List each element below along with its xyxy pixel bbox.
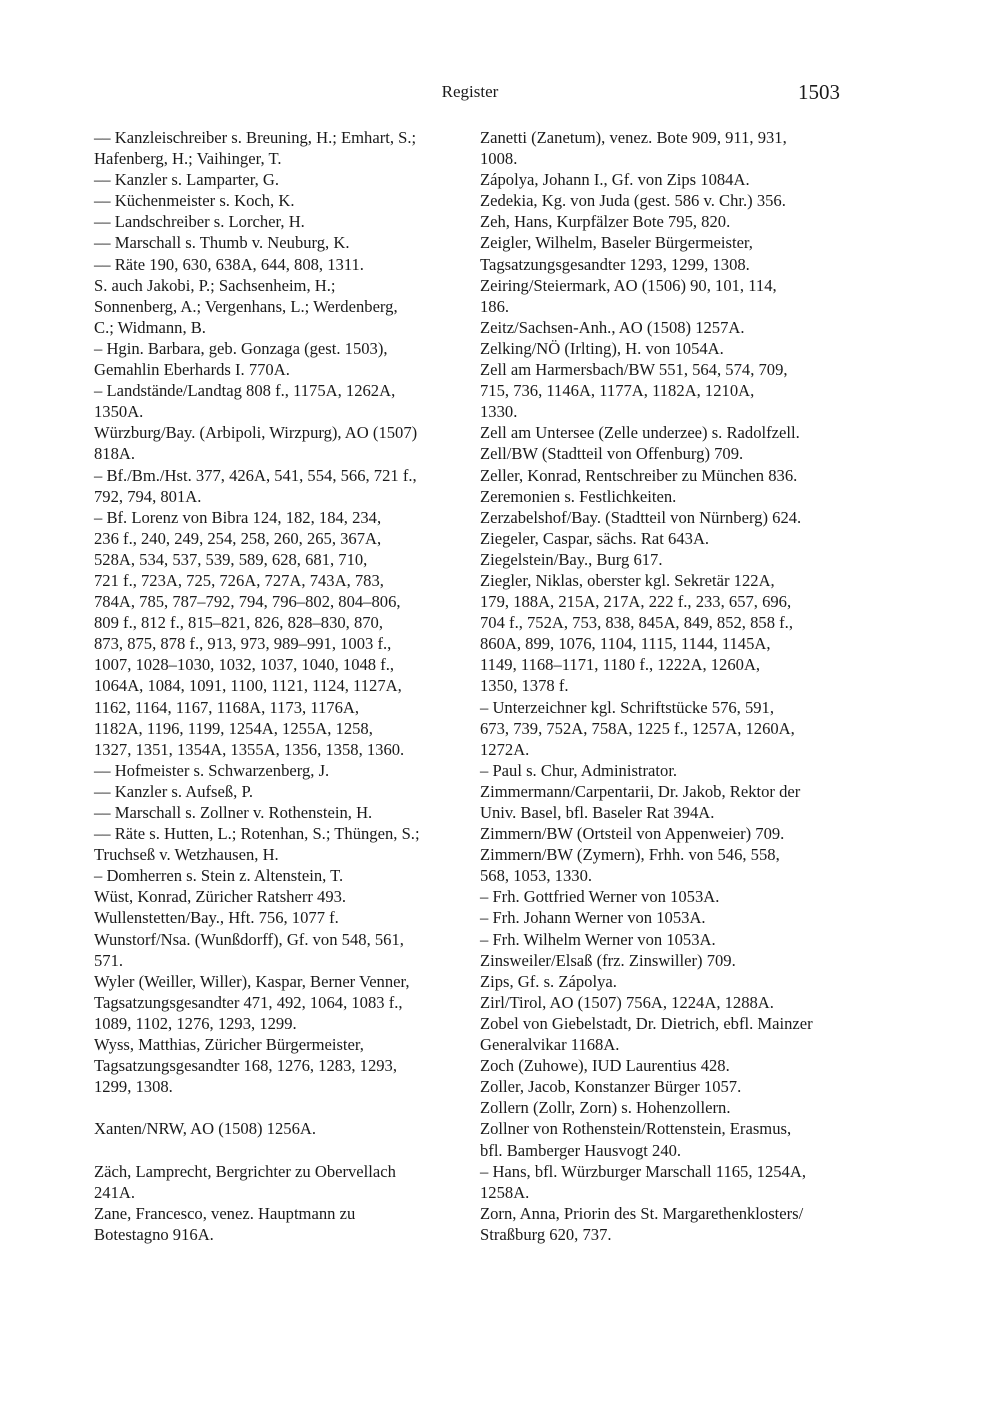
- index-entry-line: 673, 739, 752A, 758A, 1225 f., 1257A, 1260A,: [480, 718, 795, 738]
- index-entry-line: 1162, 1164, 1167, 1168A, 1173, 1176A,: [94, 697, 360, 717]
- index-entry-line: 1182A, 1196, 1199, 1254A, 1255A, 1258,: [94, 718, 373, 738]
- index-entry-line: Botestagno 916A.: [94, 1224, 214, 1244]
- index-entry-line: 1350, 1378 f.: [480, 676, 569, 696]
- index-entry-line: – Bf./Bm./Hst. 377, 426A, 541, 554, 566, 721 f.,: [94, 465, 417, 485]
- index-entry-line: – Frh. Johann Werner von 1053A.: [480, 908, 706, 928]
- index-entry-line: Zirl/Tirol, AO (1507) 756A, 1224A, 1288A.: [480, 992, 774, 1012]
- index-entry-line: Zollner von Rothenstein/Rottenstein, Erasmus,: [480, 1119, 792, 1139]
- index-entry: [480, 1161, 852, 1203]
- index-entry: [94, 760, 466, 781]
- index-entry-line: 241A.: [94, 1182, 136, 1202]
- index-entry-line: 236 f., 240, 249, 254, 258, 260, 265, 367A,: [94, 528, 382, 548]
- index-entry-line: Univ. Basel, bfl. Baseler Rat 394A.: [480, 803, 715, 822]
- index-entry-line: 1258A.: [480, 1182, 530, 1202]
- index-entry: [480, 549, 852, 570]
- index-entry: [480, 697, 852, 760]
- index-entry-line: Zell/BW (Stadtteil von Offenburg) 709.: [480, 444, 744, 464]
- index-entry-line: 1007, 1028–1030, 1032, 1037, 1040, 1048 f.,: [94, 655, 395, 675]
- index-entry-line: Zane, Francesco, venez. Hauptmann zu: [94, 1203, 356, 1223]
- index-entry-line: 860A, 899, 1076, 1104, 1115, 1144, 1145A,: [480, 634, 771, 654]
- index-entry-line: Zelking/NÖ (Irlting), H. von 1054A.: [480, 338, 724, 358]
- index-entry: [480, 465, 852, 486]
- index-entry-line: – Domherren s. Stein z. Altenstein, T.: [94, 866, 344, 886]
- index-entry-line: 528A, 534, 537, 539, 589, 628, 681, 710,: [94, 549, 368, 569]
- index-entry-line: –– Kanzleischreiber s. Breuning, H.; Emhart, S.;: [94, 128, 417, 147]
- index-entry: [480, 127, 852, 169]
- index-column-right: [480, 127, 852, 1245]
- index-entry: [94, 907, 466, 928]
- index-entry: [480, 338, 852, 359]
- index-entry: [94, 127, 466, 169]
- index-entry: [94, 1118, 466, 1139]
- index-entry: [94, 254, 466, 338]
- index-entry: [480, 169, 852, 190]
- index-entry-line: Truchseß v. Wetzhausen, H.: [94, 845, 279, 865]
- index-entry: [480, 950, 852, 971]
- index-entry-line: Ziegler, Niklas, oberster kgl. Sekretär 122A,: [480, 570, 775, 590]
- index-entry-line: 571.: [94, 950, 124, 970]
- index-entry-line: Zorn, Anna, Priorin des St. Margarethenklosters/: [480, 1203, 804, 1223]
- index-entry-line: 873, 875, 878 f., 913, 973, 989–991, 1003 f.,: [94, 634, 392, 654]
- running-head-text: Register: [441, 82, 499, 101]
- index-entry-line: 1089, 1102, 1276, 1293, 1299.: [94, 1013, 297, 1033]
- index-entry: [94, 1203, 466, 1245]
- index-entry-line: Ziegelstein/Bay., Burg 617.: [480, 549, 663, 569]
- index-entry-line: Gemahlin Eberhards I. 770A.: [94, 360, 290, 380]
- index-entry: [480, 971, 852, 992]
- index-entry-line: Straßburg 620, 737.: [480, 1224, 612, 1244]
- index-entry: [94, 190, 466, 211]
- index-entry-line: –– Landschreiber s. Lorcher, H.: [94, 212, 305, 232]
- index-entry-line: 1149, 1168–1171, 1180 f., 1222A, 1260A,: [480, 655, 761, 675]
- page-number: 1503: [798, 80, 840, 104]
- index-entry: [480, 781, 852, 823]
- index-entry-line: 818A.: [94, 444, 136, 464]
- index-entry: [94, 338, 466, 380]
- index-entry: [480, 1203, 852, 1245]
- index-entry: [480, 929, 852, 950]
- index-entry: [480, 886, 852, 907]
- index-entry-line: Xanten/NRW, AO (1508) 1256A.: [94, 1119, 317, 1139]
- index-entry: [94, 211, 466, 232]
- index-entry-line: 1299, 1308.: [94, 1077, 173, 1097]
- index-entry-line: –– Räte 190, 630, 638A, 644, 808, 1311.: [94, 254, 364, 274]
- index-column-left: [94, 127, 466, 1245]
- index-entry-line: 1327, 1351, 1354A, 1355A, 1356, 1358, 1360.: [94, 739, 405, 759]
- index-entry-line: Generalvikar 1168A.: [480, 1035, 620, 1055]
- index-entry-line: 704 f., 752A, 753, 838, 845A, 849, 852, 858 f.,: [480, 613, 793, 633]
- index-entry: [94, 422, 466, 464]
- index-entry-line: Zeh, Hans, Kurpfälzer Bote 795, 820.: [480, 212, 731, 232]
- index-entry: [480, 570, 852, 697]
- index-entry-line: Sonnenberg, A.; Vergenhans, L.; Werdenberg,: [94, 296, 398, 316]
- index-entry: [480, 528, 852, 549]
- index-entry-line: 186.: [480, 296, 510, 316]
- index-entry: [480, 907, 852, 928]
- index-entry-line: 809 f., 812 f., 815–821, 826, 828–830, 870,: [94, 613, 383, 633]
- index-entry-line: 715, 736, 1146A, 1177A, 1182A, 1210A,: [480, 381, 755, 401]
- index-entry: [480, 190, 852, 211]
- index-entry-line: 721 f., 723A, 725, 726A, 727A, 743A, 783,: [94, 570, 384, 590]
- index-entry-line: 568, 1053, 1330.: [480, 866, 593, 886]
- index-entry-line: 1064A, 1084, 1091, 1100, 1121, 1124, 1127A,: [94, 676, 402, 696]
- index-entry-line: Tagsatzungsgesandter 1293, 1299, 1308.: [480, 254, 750, 274]
- index-entry-line: –– Räte s. Hutten, L.; Rotenhan, S.; Thüngen, S.;: [94, 824, 420, 844]
- index-entry-line: 1272A.: [480, 739, 530, 759]
- index-entry-line: Zell am Harmersbach/BW 551, 564, 574, 709,: [480, 360, 788, 380]
- index-entry-line: – Paul s. Chur, Administrator.: [480, 760, 678, 780]
- index-entry-line: –– Marschall s. Thumb v. Neuburg, K.: [94, 233, 350, 253]
- index-entry-line: –– Marschall s. Zollner v. Rothenstein, H.: [94, 803, 373, 822]
- index-entry: [94, 865, 466, 886]
- index-entry-line: – Frh. Gottfried Werner von 1053A.: [480, 887, 720, 907]
- index-entry: [480, 359, 852, 422]
- index-entry-line: Hafenberg, H.; Vaihinger, T.: [94, 149, 282, 169]
- index-entry: [94, 781, 466, 802]
- index-entry-line: Zinsweiler/Elsaß (frz. Zinswiller) 709.: [480, 950, 736, 970]
- index-entry-line: – Landstände/Landtag 808 f., 1175A, 1262A,: [94, 381, 396, 401]
- index-entry-line: – Unterzeichner kgl. Schriftstücke 576, 591,: [480, 697, 774, 717]
- index-entry-line: Zápolya, Johann I., Gf. von Zips 1084A.: [480, 170, 750, 190]
- index-entry-line: Zimmern/BW (Ortsteil von Appenweier) 709.: [480, 824, 785, 844]
- index-entry-line: Zoller, Jacob, Konstanzer Bürger 1057.: [480, 1077, 742, 1097]
- index-entry-line: Zeigler, Wilhelm, Baseler Bürgermeister,: [480, 233, 753, 253]
- index-entry-line: C.; Widmann, B.: [94, 317, 206, 337]
- index-entry-line: Zerzabelshof/Bay. (Stadtteil von Nürnberg) 624.: [480, 507, 802, 527]
- index-entry: [94, 886, 466, 907]
- index-entry-line: – Bf. Lorenz von Bibra 124, 182, 184, 234,: [94, 507, 382, 527]
- index-entry-line: Zips, Gf. s. Zápolya.: [480, 971, 617, 991]
- index-entry: [94, 802, 466, 823]
- index-entry-line: 1008.: [480, 149, 518, 169]
- index-entry-line: –– Küchenmeister s. Koch, K.: [94, 191, 295, 211]
- index-entry-line: Zimmermann/Carpentarii, Dr. Jakob, Rektor der: [480, 781, 801, 801]
- index-entry: [94, 380, 466, 422]
- index-entry-line: Zimmern/BW (Zymern), Frhh. von 546, 558,: [480, 845, 780, 865]
- index-entry: [94, 971, 466, 1034]
- index-entry-line: S. auch Jakobi, P.; Sachsenheim, H.;: [94, 275, 336, 295]
- index-entry: [480, 507, 852, 528]
- index-entry-line: Tagsatzungsgesandter 168, 1276, 1283, 1293,: [94, 1056, 398, 1076]
- index-entry-line: Zäch, Lamprecht, Bergrichter zu Obervellach: [94, 1161, 396, 1181]
- index-entry-line: –– Hofmeister s. Schwarzenberg, J.: [94, 760, 330, 780]
- index-entry-line: Wüst, Konrad, Züricher Ratsherr 493.: [94, 887, 347, 907]
- index-entry-line: –– Kanzler s. Aufseß, P.: [94, 781, 254, 801]
- section-gap: [94, 1097, 466, 1118]
- index-entry-line: Zedekia, Kg. von Juda (gest. 586 v. Chr.) 356.: [480, 191, 786, 211]
- index-entry-line: Ziegeler, Caspar, sächs. Rat 643A.: [480, 528, 710, 548]
- index-entry: [480, 275, 852, 317]
- index-entry: [94, 507, 466, 760]
- index-entry: [94, 1161, 466, 1203]
- index-entry: [480, 211, 852, 232]
- index-entry-line: Tagsatzungsgesandter 471, 492, 1064, 1083 f.,: [94, 992, 403, 1012]
- index-entry: [480, 232, 852, 274]
- index-entry-line: –– Kanzler s. Lamparter, G.: [94, 170, 280, 190]
- index-entry: [480, 422, 852, 443]
- index-entry-line: Wullenstetten/Bay., Hft. 756, 1077 f.: [94, 908, 339, 928]
- index-entry-line: Zeremonien s. Festlichkeiten.: [480, 486, 677, 506]
- index-entry: [94, 232, 466, 253]
- index-entry: [480, 443, 852, 464]
- section-gap: [94, 1140, 466, 1161]
- index-entry: [480, 1076, 852, 1097]
- index-entry: [94, 929, 466, 971]
- index-entry: [480, 992, 852, 1013]
- index-entry-line: bfl. Bamberger Hausvogt 240.: [480, 1140, 682, 1160]
- index-entry-line: 1350A.: [94, 402, 144, 422]
- index-entry: [480, 844, 852, 886]
- index-entry-line: Wyss, Matthias, Züricher Bürgermeister,: [94, 1035, 364, 1055]
- index-entry-line: Wyler (Weiller, Willer), Kaspar, Berner Venner,: [94, 971, 410, 991]
- index-entry: [480, 823, 852, 844]
- index-entry-line: Zeiring/Steiermark, AO (1506) 90, 101, 114,: [480, 275, 777, 295]
- index-entry: [480, 1118, 852, 1160]
- index-entry-line: Würzburg/Bay. (Arbipoli, Wirzpurg), AO (1507): [94, 423, 418, 443]
- index-entry-line: Zoch (Zuhowe), IUD Laurentius 428.: [480, 1056, 730, 1076]
- index-entry-line: – Frh. Wilhelm Werner von 1053A.: [480, 929, 716, 949]
- index-entry: [480, 486, 852, 507]
- index-entry-line: Zanetti (Zanetum), venez. Bote 909, 911, 931,: [480, 128, 787, 147]
- index-entry-line: Zobel von Giebelstadt, Dr. Dietrich, ebfl. Mainzer: [480, 1013, 813, 1033]
- index-entry-line: 784A, 785, 787–792, 794, 796–802, 804–806,: [94, 592, 401, 612]
- index-entry-line: Zeitz/Sachsen-Anh., AO (1508) 1257A.: [480, 317, 745, 337]
- index-entry: [94, 1034, 466, 1097]
- index-entry: [94, 823, 466, 865]
- index-entry-line: Zell am Untersee (Zelle underzee) s. Radolfzell.: [480, 423, 800, 443]
- index-entry-line: 179, 188A, 215A, 217A, 222 f., 233, 657, 696,: [480, 592, 792, 612]
- index-entry: [480, 760, 852, 781]
- index-entry-line: Wunstorf/Nsa. (Wunßdorff), Gf. von 548, 561,: [94, 929, 404, 949]
- index-entry: [94, 465, 466, 507]
- index-entry-line: Zollern (Zollr, Zorn) s. Hohenzollern.: [480, 1098, 731, 1118]
- index-entry-line: 1330.: [480, 402, 518, 422]
- index-entry-line: – Hans, bfl. Würzburger Marschall 1165, 1254A,: [480, 1161, 806, 1181]
- index-entry-line: 792, 794, 801A.: [94, 486, 202, 506]
- index-entry: [480, 317, 852, 338]
- index-entry-line: – Hgin. Barbara, geb. Gonzaga (gest. 1503),: [94, 338, 388, 358]
- index-entry: [480, 1055, 852, 1076]
- index-entry-line: Zeller, Konrad, Rentschreiber zu München 836.: [480, 465, 798, 485]
- index-entry: [94, 169, 466, 190]
- index-entry: [480, 1097, 852, 1118]
- index-entry: [480, 1013, 852, 1055]
